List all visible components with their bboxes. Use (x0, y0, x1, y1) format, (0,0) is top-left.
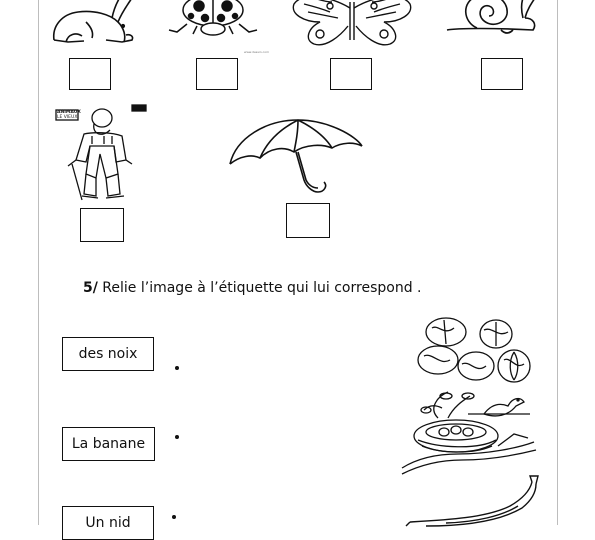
snail-icon (437, 0, 543, 36)
label-text: Un nid (85, 515, 131, 531)
umbrella-icon (226, 116, 366, 198)
banana-icon (406, 476, 542, 526)
poster-text-line2: LE VIEUX (57, 115, 78, 120)
exercise-5-title (83, 280, 421, 296)
answer-box-umbrella[interactable] (286, 203, 330, 238)
answer-box-snail[interactable] (481, 58, 523, 90)
answer-box-butterfly[interactable] (330, 58, 372, 90)
label-un-nid[interactable] (62, 506, 154, 540)
walnuts-icon (414, 316, 534, 386)
rabbit-icon (48, 0, 138, 47)
nest-icon (398, 388, 538, 474)
answer-box-ladybug[interactable] (196, 58, 238, 90)
page-border-right (557, 0, 558, 525)
butterfly-icon (290, 0, 414, 48)
answer-box-rabbit[interactable] (69, 58, 111, 90)
label-text: La banane (71, 436, 146, 452)
connect-dot-3[interactable] (172, 515, 176, 519)
connect-dot-2[interactable] (175, 435, 179, 439)
image-caption-small: www.dessin.com (244, 50, 270, 54)
exercise-number: 5/ (83, 280, 98, 296)
label-des-noix[interactable] (62, 337, 154, 371)
page-border-left (38, 0, 39, 525)
label-la-banane[interactable] (62, 427, 155, 461)
poster-text-line1: ANIMAUX (57, 110, 81, 115)
exercise-instruction: Relie l’image à l’étiquette qui lui correspond . (97, 280, 422, 296)
ladybug-icon (163, 0, 263, 39)
label-text: des noix (78, 346, 138, 362)
connect-dot-1[interactable] (175, 366, 179, 370)
answer-box-old-man[interactable] (80, 208, 124, 242)
